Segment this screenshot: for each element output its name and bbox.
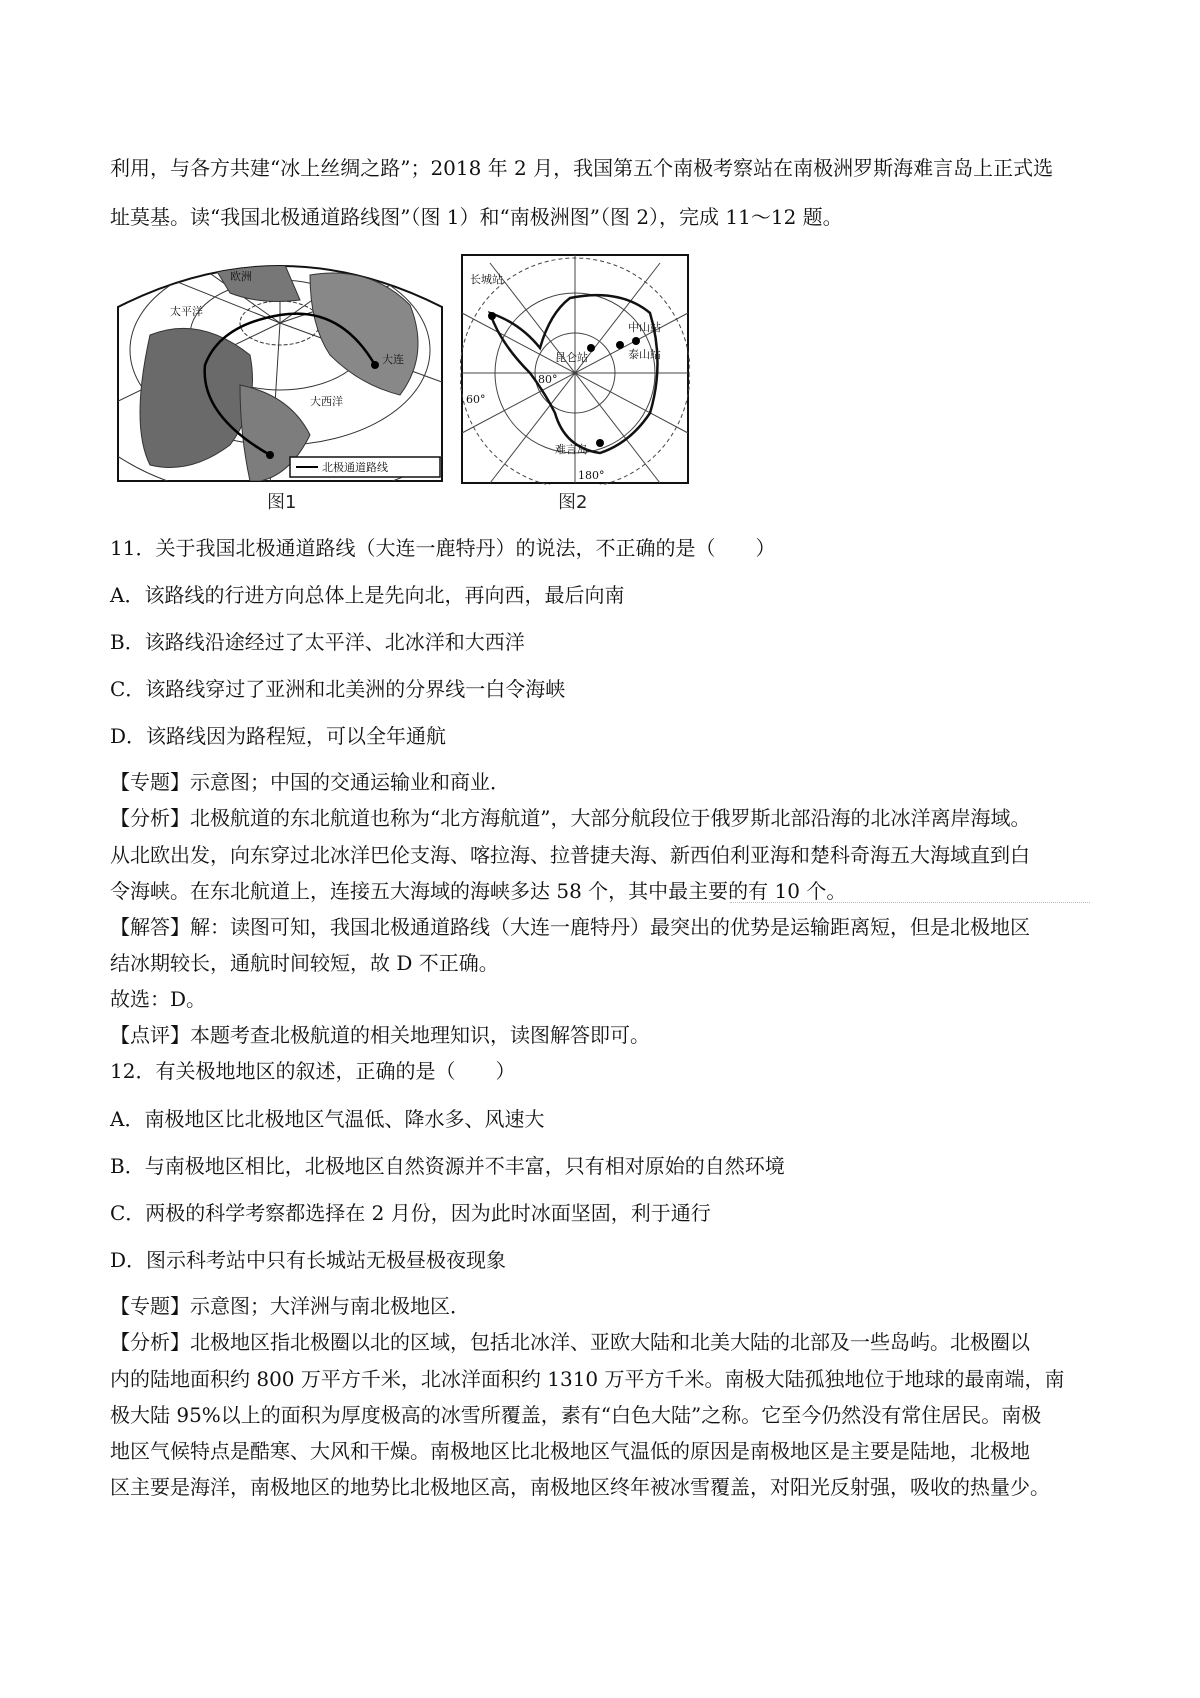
q11-option-c: C．该路线穿过了亚洲和北美洲的分界线一白令海峡 [110, 677, 566, 701]
divider [730, 902, 1090, 903]
label-europe: 欧洲 [230, 270, 252, 283]
label-changcheng: 长城站 [470, 273, 503, 286]
q12-option-d: D．图示科考站中只有长城站无极昼极夜现象 [110, 1248, 507, 1272]
q11-analysis-3: 令海峡。在东北航道上，连接五大海域的海峡多达 58 个，其中最主要的有 10 个。 [110, 879, 847, 903]
label-lat-60: 60° [466, 393, 486, 406]
q12-option-a: A．南极地区比北极地区气温低、降水多、风速大 [110, 1107, 545, 1131]
figure-1-arctic-map [110, 245, 450, 485]
label-lon-180: 180° [578, 469, 605, 482]
q12-option-b: B．与南极地区相比，北极地区自然资源并不丰富，只有相对原始的自然环境 [110, 1154, 785, 1178]
label-taishan: 泰山站 [628, 348, 661, 361]
q12-option-c: C．两极的科学考察都选择在 2 月份，因为此时冰面坚固，利于通行 [110, 1201, 711, 1225]
intro-line-1: 利用，与各方共建“冰上丝绸之路”；2018 年 2 月，我国第五个南极考察站在南极洲罗斯海难言岛上正式选 [110, 156, 1054, 180]
label-nanyan: 难言岛 [555, 443, 588, 456]
q11-topic: 【专题】示意图；中国的交通运输业和商业． [110, 770, 510, 794]
q12-analysis-4: 地区气候特点是酷寒、大风和干燥。南极地区比北极地区气温低的原因是南极地区是主要是陆地，北极地 [110, 1439, 1030, 1463]
legend-arctic-route: 北极通道路线 [322, 461, 388, 474]
q11-stem: 11．关于我国北极通道路线（大连一鹿特丹）的说法，不正确的是（ ） [110, 536, 776, 560]
q12-analysis-5: 区主要是海洋，南极地区的地势比北极地区高，南极地区终年被冰雪覆盖，对阳光反射强，吸收的热量少。 [110, 1475, 1050, 1499]
label-atlantic: 大西洋 [310, 395, 343, 408]
q11-comment: 【点评】本题考查北极航道的相关地理知识，读图解答即可。 [110, 1023, 650, 1047]
q11-analysis-1: 【分析】北极航道的东北航道也称为“北方海航道”，大部分航段位于俄罗斯北部沿海的北冰洋离岸海域。 [110, 806, 1031, 830]
q11-option-a: A．该路线的行进方向总体上是先向北，再向西，最后向南 [110, 583, 625, 607]
q11-answer-1: 【解答】解：读图可知，我国北极通道路线（大连一鹿特丹）最突出的优势是运输距离短，但是北极地区 [110, 915, 1030, 939]
q11-option-d: D．该路线因为路程短，可以全年通航 [110, 724, 447, 748]
figure-2-caption: 图2 [558, 492, 588, 513]
q12-stem: 12．有关极地地区的叙述，正确的是（ ） [110, 1059, 516, 1083]
intro-line-2: 址莫基。读“我国北极通道路线图”（图 1）和“南极洲图”（图 2），完成 11～12 题。 [110, 205, 843, 229]
q11-answer-2: 结冰期较长，通航时间较短，故 D 不正确。 [110, 951, 499, 975]
figure-2-antarctica-map [460, 253, 690, 485]
q11-option-b: B．该路线沿途经过了太平洋、北冰洋和大西洋 [110, 630, 525, 654]
label-kunlun: 昆仑站 [555, 351, 588, 364]
label-dalian: 大连 [382, 353, 404, 366]
q12-topic: 【专题】示意图；大洋洲与南北极地区． [110, 1294, 470, 1318]
label-zhongshan: 中山站 [628, 321, 661, 334]
q12-analysis-1: 【分析】北极地区指北极圈以北的区域，包括北冰洋、亚欧大陆和北美大陆的北部及一些岛屿。北极圈以 [110, 1330, 1030, 1354]
q11-choice: 故选：D。 [110, 987, 207, 1011]
q11-analysis-2: 从北欧出发，向东穿过北冰洋巴伦支海、喀拉海、拉普捷夫海、新西伯利亚海和楚科奇海五大海域直到白 [110, 843, 1030, 867]
figure-1-caption: 图1 [267, 492, 297, 513]
q12-analysis-3: 极大陆 95%以上的面积为厚度极高的冰雪所覆盖，素有“白色大陆”之称。它至今仍然没有常住居民。南极 [110, 1403, 1042, 1427]
label-lat-80: 80° [538, 373, 558, 386]
q12-analysis-2: 内的陆地面积约 800 万平方千米，北冰洋面积约 1310 万平方千米。南极大陆孤独地位于地球的最南端，南 [110, 1367, 1065, 1391]
label-pacific: 太平洋 [170, 305, 203, 318]
